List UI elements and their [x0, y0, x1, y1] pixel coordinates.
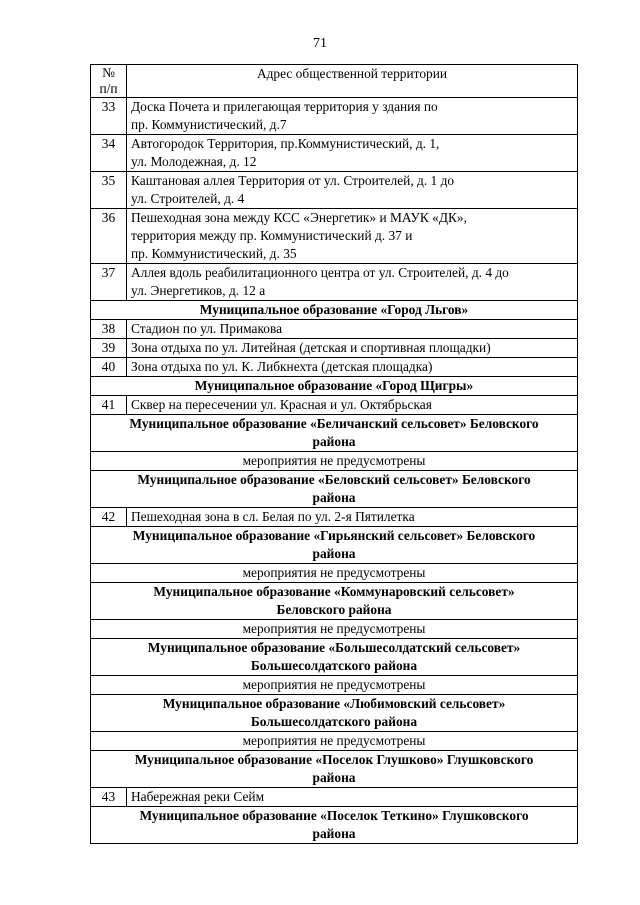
- text-line: Доска Почета и прилегающая территория у здания по: [131, 99, 438, 114]
- row-number: 40: [91, 358, 127, 377]
- row-number: 42: [91, 508, 127, 527]
- table-row: [91, 788, 578, 807]
- section-heading: [91, 527, 578, 564]
- text-line: мероприятия не предусмотрены: [242, 733, 426, 748]
- section-heading: [91, 415, 578, 452]
- header-number-symbol: №: [102, 65, 115, 80]
- table-row: [91, 508, 578, 527]
- text-line: мероприятия не предусмотрены: [242, 565, 426, 580]
- section-row: [91, 301, 578, 320]
- section-row: [91, 377, 578, 396]
- text-line: пр. Коммунистический, д.7: [131, 117, 287, 132]
- text-line: Муниципальное образование «Поселок Глушково» Глушковского: [134, 752, 534, 767]
- note-row: [91, 452, 578, 471]
- text-line: Муниципальное образование «Город Щигры»: [194, 378, 474, 393]
- text-line: Беловского района: [276, 602, 392, 617]
- text-line: Зона отдыха по ул. Литейная (детская и спортивная площадки): [131, 340, 491, 355]
- no-measures-note: [91, 676, 578, 695]
- text-line: района: [312, 826, 356, 841]
- section-heading: [91, 807, 578, 844]
- text-line: Муниципальное образование «Беловский сельсовет» Беловского: [137, 472, 531, 487]
- section-heading: [91, 471, 578, 508]
- row-address: [127, 788, 578, 807]
- section-row: [91, 527, 578, 564]
- table-row: [91, 320, 578, 339]
- text-line: пр. Коммунистический, д. 35: [131, 246, 297, 261]
- text-line: Большесолдатского района: [250, 658, 418, 673]
- territory-table: [90, 64, 578, 844]
- header-address-cell: Адрес общественной территории: [127, 65, 578, 98]
- text-line: территория между пр. Коммунистический д. 37 и: [131, 228, 413, 243]
- text-line: ул. Энергетиков, д. 12 а: [131, 283, 266, 298]
- row-address: [127, 172, 578, 209]
- text-line: Автогородок Территория, пр.Коммунистический, д. 1,: [131, 136, 440, 151]
- no-measures-note: [91, 620, 578, 639]
- row-number: 43: [91, 788, 127, 807]
- text-line: ул. Строителей, д. 4: [131, 191, 245, 206]
- table-body: [91, 65, 578, 844]
- text-line: Большесолдатского района: [250, 714, 418, 729]
- text-line: Муниципальное образование «Поселок Теткино» Глушковского: [139, 808, 529, 823]
- table-row: [91, 209, 578, 264]
- no-measures-note: [91, 732, 578, 751]
- row-number: 33: [91, 98, 127, 135]
- text-line: района: [312, 490, 356, 505]
- row-address: [127, 98, 578, 135]
- section-heading: [91, 377, 578, 396]
- note-row: [91, 564, 578, 583]
- section-heading: [91, 583, 578, 620]
- row-address: [127, 358, 578, 377]
- text-line: Муниципальное образование «Большесолдатский сельсовет»: [147, 640, 521, 655]
- section-heading: [91, 639, 578, 676]
- note-row: [91, 620, 578, 639]
- row-address: [127, 339, 578, 358]
- text-line: Сквер на пересечении ул. Красная и ул. Октябрьская: [131, 397, 432, 412]
- text-line: Аллея вдоль реабилитационного центра от ул. Строителей, д. 4 до: [131, 265, 509, 280]
- section-row: [91, 639, 578, 676]
- text-line: Пешеходная зона между КСС «Энергетик» и МАУК «ДК»,: [131, 210, 467, 225]
- section-row: [91, 807, 578, 844]
- section-heading: [91, 695, 578, 732]
- text-line: Пешеходная зона в сл. Белая по ул. 2-я Пятилетка: [131, 509, 415, 524]
- text-line: Стадион по ул. Примакова: [131, 321, 283, 336]
- section-row: [91, 751, 578, 788]
- text-line: Муниципальное образование «Гирьянский сельсовет» Беловского: [132, 528, 536, 543]
- row-number: 34: [91, 135, 127, 172]
- table-row: [91, 172, 578, 209]
- text-line: Муниципальное образование «Любимовский сельсовет»: [162, 696, 506, 711]
- section-heading: [91, 751, 578, 788]
- table-row: [91, 264, 578, 301]
- row-number: 36: [91, 209, 127, 264]
- note-row: [91, 676, 578, 695]
- section-heading: [91, 301, 578, 320]
- row-number: 35: [91, 172, 127, 209]
- section-row: [91, 695, 578, 732]
- row-number: 41: [91, 396, 127, 415]
- page-number: 71: [313, 36, 327, 51]
- section-row: [91, 415, 578, 452]
- text-line: района: [312, 434, 356, 449]
- row-address: [127, 508, 578, 527]
- text-line: мероприятия не предусмотрены: [242, 621, 426, 636]
- text-line: Набережная реки Сейм: [131, 789, 265, 804]
- row-address: [127, 264, 578, 301]
- row-address: [127, 320, 578, 339]
- row-number: 38: [91, 320, 127, 339]
- text-line: Муниципальное образование «Коммунаровский сельсовет»: [153, 584, 515, 599]
- header-number-abbrev: п/п: [99, 81, 118, 96]
- table-row: [91, 339, 578, 358]
- text-line: мероприятия не предусмотрены: [242, 453, 426, 468]
- text-line: Каштановая аллея Территория от ул. Строителей, д. 1 до: [131, 173, 455, 188]
- text-line: Муниципальное образование «Город Льгов»: [199, 302, 469, 317]
- row-address: [127, 135, 578, 172]
- row-address: [127, 396, 578, 415]
- table-header-row: [91, 65, 578, 98]
- row-address: [127, 209, 578, 264]
- section-row: [91, 583, 578, 620]
- no-measures-note: [91, 564, 578, 583]
- text-line: Зона отдыха по ул. К. Либкнехта (детская площадка): [131, 359, 433, 374]
- table-row: [91, 98, 578, 135]
- text-line: района: [312, 546, 356, 561]
- table-row: [91, 135, 578, 172]
- header-number-cell: [91, 65, 127, 98]
- table-row: [91, 396, 578, 415]
- note-row: [91, 732, 578, 751]
- text-line: Муниципальное образование «Беличанский сельсовет» Беловского: [129, 416, 539, 431]
- table-row: [91, 358, 578, 377]
- row-number: 39: [91, 339, 127, 358]
- section-row: [91, 471, 578, 508]
- text-line: района: [312, 770, 356, 785]
- no-measures-note: [91, 452, 578, 471]
- row-number: 37: [91, 264, 127, 301]
- text-line: ул. Молодежная, д. 12: [131, 154, 257, 169]
- text-line: мероприятия не предусмотрены: [242, 677, 426, 692]
